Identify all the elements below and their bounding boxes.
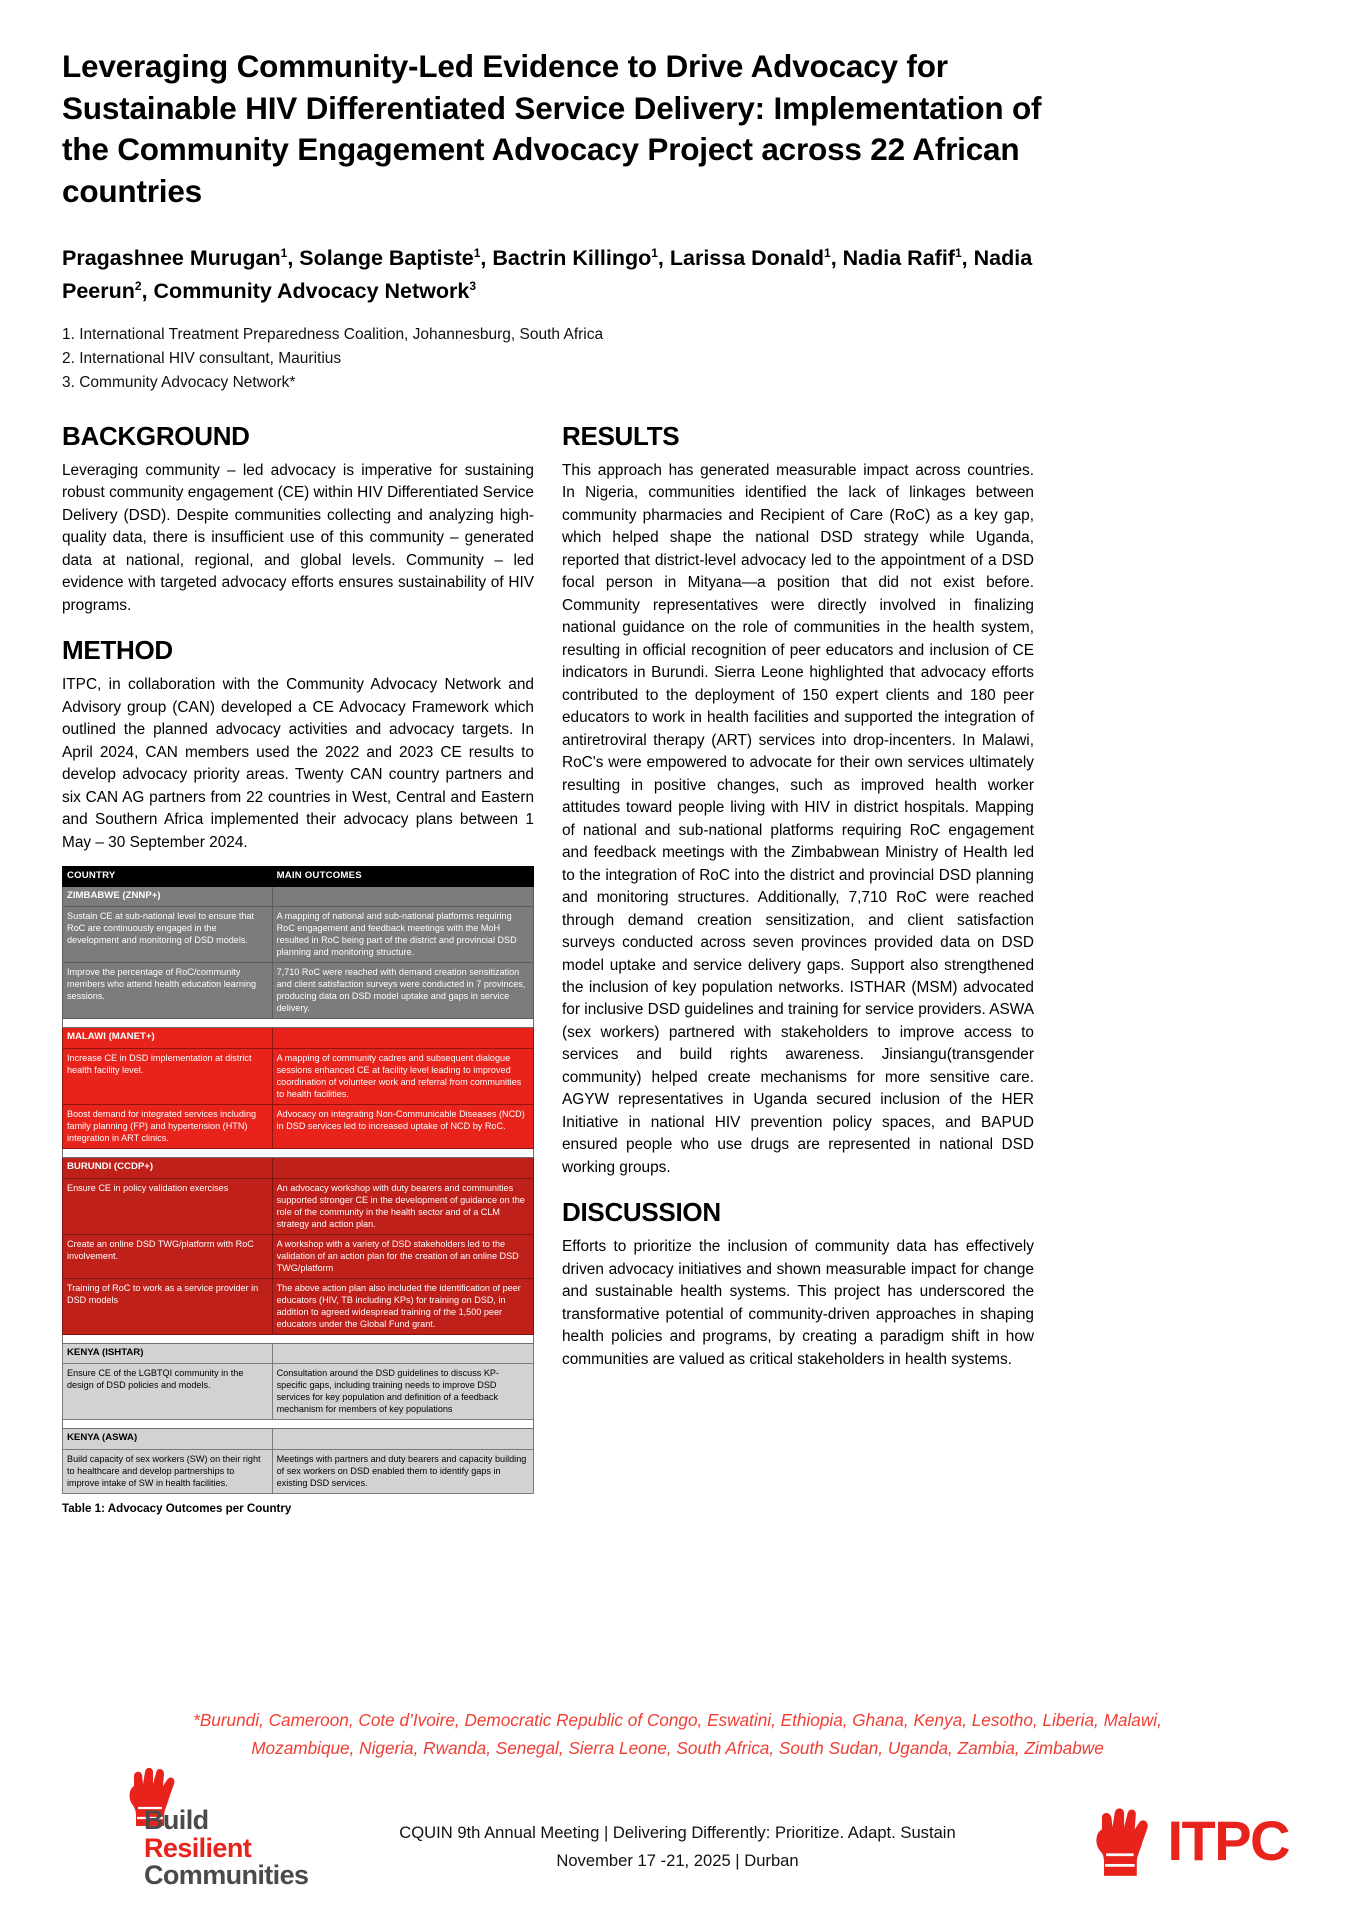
discussion-heading: DISCUSSION bbox=[562, 1197, 721, 1228]
author-name: Pragashnee Murugan bbox=[62, 246, 281, 271]
author-name: Nadia Rafif bbox=[842, 246, 955, 271]
table-cell-outcome: An advocacy workshop with duty bearers and communities supported stronger CE in the development of guidance on the role of the community in the health sector and of a CLM strategy and action plan. bbox=[272, 1178, 533, 1234]
table-country-row bbox=[63, 886, 534, 907]
table-cell-target: Ensure CE of the LGBTQI community in the design of DSD policies and models. bbox=[63, 1364, 273, 1420]
author-name: Community Advocacy Network bbox=[153, 278, 470, 303]
table-caption: Table 1: Advocacy Outcomes per Country bbox=[62, 1502, 292, 1516]
table-group-spacer bbox=[63, 1420, 534, 1429]
background-text: Leveraging community – led advocacy is imperative for sustaining robust community engagement (CE) within HIV Differentiated Service Delivery (DSD). Despite communities collecting and analyzing high-quality data, there is insufficient use of this community – generated data at national, regional, and global levels. Community – led evidence with targeted advocacy efforts ensures sustainability of HIV programs. bbox=[62, 461, 534, 614]
authors-line: Pragashnee Murugan$^1$, Solange Baptiste$^1$, Bactrin Killingo$^1$, Larissa Donald$^1$, Nadia Rafif$^1$, Nadia Peerun$^2$, Community Advocacy Network$^3$ bbox=[62, 246, 1033, 303]
method-text: ITPC, in collaboration with the Community Advocacy Network and Advisory group (CAN) developed a CE Advocacy Framework which outlined the planned advocacy activities and advocacy targets. In April 2024, CAN members used the 2022 and 2023 CE results to develop advocacy priority areas. Twenty CAN country partners and six CAN AG partners from 22 countries in West, Central and Eastern and Southern Africa implemented their advocacy plans between 1 May – 30 September 2024. bbox=[62, 676, 534, 851]
table-country-name: KENYA (ISHTAR) bbox=[63, 1343, 273, 1364]
advocacy-outcomes-table-wrap bbox=[62, 866, 534, 1515]
table-cell-outcome: A workshop with a variety of DSD stakeholders led to the validation of an action plan for the creation of an online DSD TWG/platform bbox=[272, 1234, 533, 1278]
table-cell-outcome: A mapping of community cadres and subsequent dialogue sessions enhanced CE at facility level leading to improved coordination of volunteer work and referral from communities to health facilities. bbox=[272, 1049, 533, 1105]
brc-resilient-text: Resilient bbox=[144, 1832, 252, 1863]
itpc-logo bbox=[1089, 1804, 1289, 1878]
author-affiliation-marker: 3 bbox=[469, 278, 477, 293]
author-name: Nadia Peerun bbox=[62, 246, 1033, 303]
table-country-row bbox=[63, 1028, 534, 1049]
results-heading: RESULTS bbox=[562, 420, 680, 451]
table-spacer-cell bbox=[63, 1334, 534, 1343]
body-columns bbox=[62, 421, 1293, 1515]
countries-footnote bbox=[62, 1707, 1293, 1763]
author-affiliation-marker: 1 bbox=[473, 246, 481, 261]
table-country-blank bbox=[272, 1343, 533, 1364]
table-country-name: ZIMBABWE (ZNNP+) bbox=[63, 886, 273, 907]
author-affiliation-marker: 1 bbox=[280, 246, 288, 261]
table-country-blank bbox=[272, 886, 533, 907]
table-cell-target: Sustain CE at sub-national level to ensure that RoC are continuously engaged in the development and monitoring of DSD models. bbox=[63, 907, 273, 963]
itpc-fist-icon bbox=[1089, 1804, 1155, 1878]
table-cell-outcome: A mapping of national and sub-national platforms requiring RoC engagement and feedback meetings with the MoH resulted in RoC being part of the district and provincial DSD planning and monitoring structure. bbox=[272, 907, 533, 963]
table-group-spacer bbox=[63, 1149, 534, 1158]
table-row bbox=[63, 1049, 534, 1105]
affiliation-item: 3. Community Advocacy Network* bbox=[62, 373, 296, 391]
table-cell-outcome: Consultation around the DSD guidelines to discuss KP-specific gaps, including training needs to improve DSD services for key population and definition of a feedback mechanism for members of key populations bbox=[272, 1364, 533, 1420]
table-spacer-cell bbox=[63, 1420, 534, 1429]
table-spacer-cell bbox=[63, 1149, 534, 1158]
author-affiliation-marker: 1 bbox=[824, 246, 831, 261]
results-text: This approach has generated measurable impact across countries. In Nigeria, communities identified the lack of linkages between community pharmacies and Recipient of Care (RoC) as a key gap, which helped shape the national DSD strategy while Uganda, reported that district-level advocacy led to the appointment of a DSD focal person in Mityana—a position that did not exist before. Community representatives were directly involved in finalizing national guidance on the role of communities in the health system, resulting in official recognition of peer educators and inclusion of CE indicators in Burundi. Sierra Leone highlighted that advocacy efforts contributed to the deployment of 150 expert clients and 180 peer educators to work in health facilities and supported the integration of antiretroviral therapy (ART) services into drop-incenters. In Malawi, RoC's were empowered to advocate for their own services ultimately resulting in positive changes, such as improved health worker attitudes toward people living with HIV in district hospitals. Mapping of national and sub-national platforms requiring RoC engagement and feedback meetings with the Zimbabwean Ministry of Health led to the integration of RoC into the district and provincial DSD planning and monitoring structures. Additionally, 7,710 RoC were reached through demand creation sensitization, and client satisfaction surveys conducted across seven provinces provided data on DSD model uptake and service delivery gaps. Support also strengthened the inclusion of key population networks. ISTHAR (MSM) advocated for inclusive DSD guidelines and training for service providers. ASWA (sex workers) partnered with stakeholders to improve access to services and build rights awareness. Jinsiangu(transgender community) helped create mechanisms for more sensitive care. AGYW representatives in Uganda secured inclusion of the HER Initiative in national HIV prevention policy spaces, and BAPUD ensured people who use drugs are represented in national DSD working groups. bbox=[562, 461, 1034, 1176]
method-heading: METHOD bbox=[62, 635, 173, 666]
table-cell-target: Training of RoC to work as a service provider in DSD models bbox=[63, 1278, 273, 1334]
table-cell-target: Create an online DSD TWG/platform with RoC involvement. bbox=[63, 1234, 273, 1278]
table-country-row bbox=[63, 1158, 534, 1179]
table-country-blank bbox=[272, 1429, 533, 1450]
table-header-cell-outcomes: MAIN OUTCOMES bbox=[272, 867, 533, 887]
table-country-name: KENYA (ASWA) bbox=[63, 1429, 273, 1450]
table-row bbox=[63, 963, 534, 1019]
right-column bbox=[562, 421, 1034, 1515]
itpc-wordmark: ITPC bbox=[1167, 1809, 1289, 1872]
table-cell-target: Boost demand for integrated services including family planning (FP) and hypertension (HTN) integration in ART clinics. bbox=[63, 1105, 273, 1149]
discussion-text: Efforts to prioritize the inclusion of community data has effectively driven advocacy initiatives and shown measurable impact for change and sustainable health systems. This project has underscored the transformative potential of community-driven approaches in shaping health policies and programs, by creating a paradigm shift in how communities are valued as critical stakeholders in health systems. bbox=[562, 1238, 1034, 1368]
affiliation-item: 1. International Treatment Preparedness Coalition, Johannesburg, South Africa bbox=[62, 325, 604, 343]
author-affiliation-marker: 2 bbox=[134, 278, 142, 293]
table-row bbox=[63, 1364, 534, 1420]
author-name: Solange Baptiste bbox=[299, 246, 474, 271]
table-cell-outcome: Advocacy on integrating Non-Communicable Diseases (NCD) in DSD services led to increased uptake of NCD by RoC. bbox=[272, 1105, 533, 1149]
table-row bbox=[63, 1278, 534, 1334]
page-title: Leveraging Community-Led Evidence to Drive Advocacy for Sustainable HIV Differentiated Service Delivery: Implementation of the Community Engagement Advocacy Project across 22 African countries bbox=[62, 48, 1042, 209]
table-spacer-cell bbox=[63, 1019, 534, 1028]
background-heading: BACKGROUND bbox=[62, 420, 250, 451]
left-column bbox=[62, 421, 534, 1515]
poster-footer bbox=[0, 1760, 1355, 1920]
table-group-spacer bbox=[63, 1334, 534, 1343]
author-name: Bactrin Killingo bbox=[492, 246, 652, 271]
table-row bbox=[63, 1234, 534, 1278]
table-header-cell-country: COUNTRY bbox=[63, 867, 273, 887]
table-cell-target: Ensure CE in policy validation exercises bbox=[63, 1178, 273, 1234]
table-group-spacer bbox=[63, 1019, 534, 1028]
table-cell-target: Increase CE in DSD implementation at district health facility level. bbox=[63, 1049, 273, 1105]
table-country-name: MALAWI (MANET+) bbox=[63, 1028, 273, 1049]
conference-line-2: November 17 -21, 2025 | Durban bbox=[556, 1850, 799, 1870]
table-cell-target: Build capacity of sex workers (SW) on their right to healthcare and develop partnerships to improve intake of SW in health facilities. bbox=[63, 1450, 273, 1494]
table-header-row bbox=[63, 867, 534, 887]
countries-line-2: Mozambique, Nigeria, Rwanda, Senegal, Sierra Leone, South Africa, South Sudan, Uganda, Zambia, Zimbabwe bbox=[251, 1737, 1104, 1758]
advocacy-outcomes-table bbox=[62, 866, 534, 1494]
table-cell-target: Improve the percentage of RoC/community members who attend health education learning sessions. bbox=[63, 963, 273, 1019]
brc-build-text: Build bbox=[144, 1805, 209, 1836]
affiliations-list bbox=[62, 323, 1293, 395]
table-cell-outcome: The above action plan also included the identification of peer educators (HIV, TB including KPs) for training on DSD, in addition to agreed widespread training of the 1,500 peer educators under the Global Fund grant. bbox=[272, 1278, 533, 1334]
brc-communities-text: Communities bbox=[144, 1860, 309, 1891]
table-row bbox=[63, 907, 534, 963]
table-country-row bbox=[63, 1429, 534, 1450]
author-affiliation-marker: 1 bbox=[651, 246, 658, 261]
table-cell-outcome: Meetings with partners and duty bearers and capacity building of sex workers on DSD enabled them to identify gaps in existing DSD services. bbox=[272, 1450, 533, 1494]
countries-line-1: *Burundi, Cameroon, Cote d’Ivoire, Democratic Republic of Congo, Eswatini, Ethiopia, Ghana, Kenya, Lesotho, Liberia, Malawi, bbox=[193, 1710, 1162, 1730]
table-row bbox=[63, 1450, 534, 1494]
table-country-blank bbox=[272, 1158, 533, 1179]
table-country-blank bbox=[272, 1028, 533, 1049]
table-row bbox=[63, 1105, 534, 1149]
table-country-name: BURUNDI (CCDP+) bbox=[63, 1158, 273, 1179]
affiliation-item: 2. International HIV consultant, Mauritius bbox=[62, 349, 342, 367]
table-row bbox=[63, 1178, 534, 1234]
table-cell-outcome: 7,710 RoC were reached with demand creation sensitization and client satisfaction surveys were conducted in 7 provinces, producing data on DSD model uptake and gaps in service delivery. bbox=[272, 963, 533, 1019]
author-name: Larissa Donald bbox=[669, 246, 825, 271]
conference-line-1: CQUIN 9th Annual Meeting | Delivering Differently: Prioritize. Adapt. Sustain bbox=[399, 1823, 956, 1843]
table-country-row bbox=[63, 1343, 534, 1364]
author-affiliation-marker: 1 bbox=[954, 246, 962, 261]
